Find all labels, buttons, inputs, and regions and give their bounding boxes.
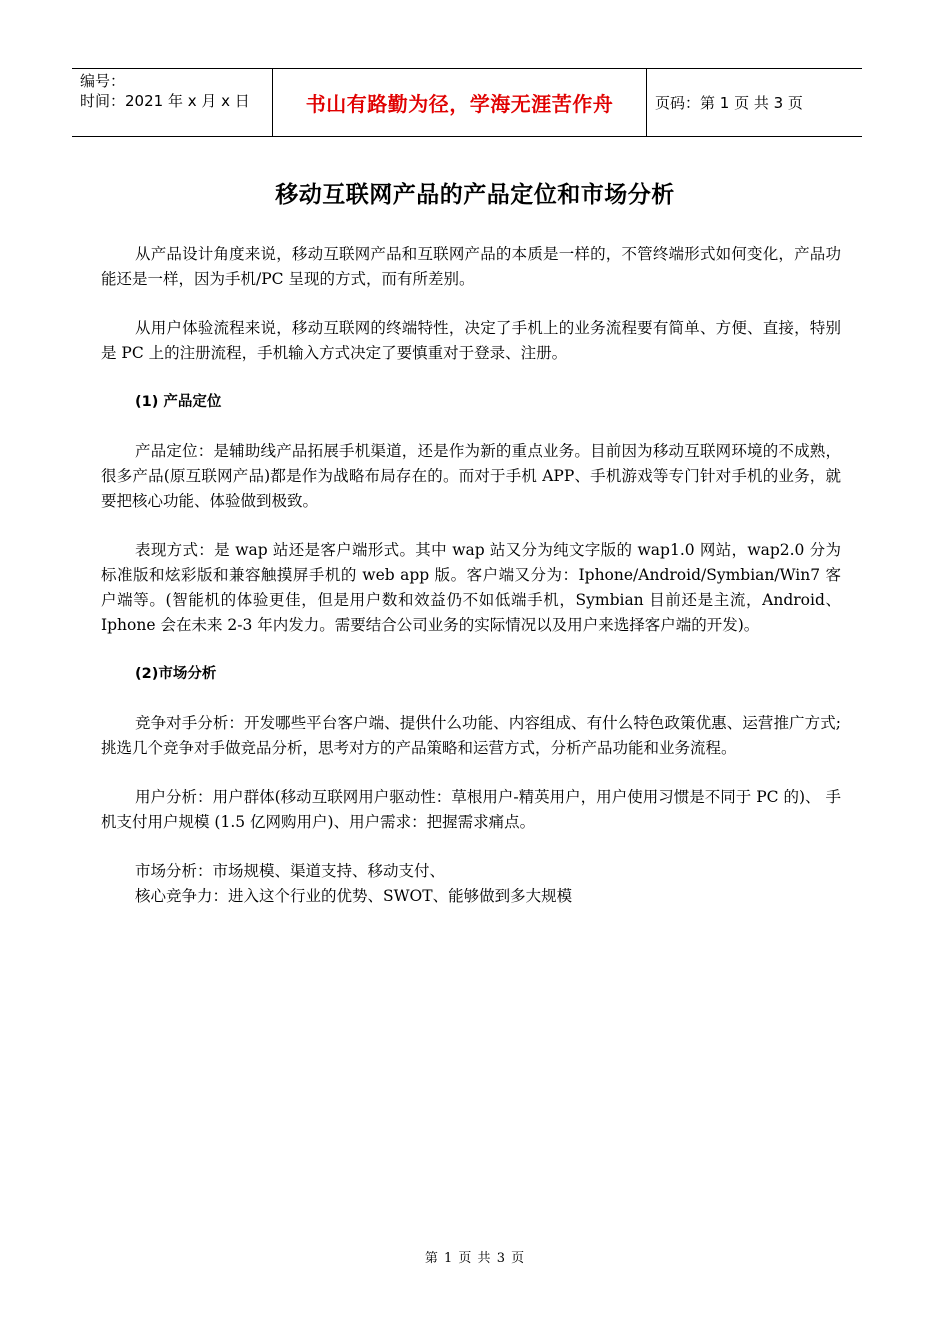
motto-cell	[273, 69, 647, 136]
number-label: 编号：	[80, 72, 126, 90]
page-info-cell	[647, 69, 862, 136]
paragraph-core-competence: 核心竞争力：进入这个行业的优势、SWOT、能够做到多大规模	[135, 887, 573, 905]
header-meta-cell	[72, 69, 273, 136]
paragraph-user-experience: 从用户体验流程来说，移动互联网的终端特性，决定了手机上的业务流程要有简单、方便、直接，特别是 PC 上的注册流程，手机输入方式决定了要慎重对于登录、注册。	[101, 319, 841, 362]
section-heading-positioning: (1) 产品定位	[135, 394, 222, 410]
document-body	[101, 242, 841, 909]
time-label: 时间：2021 年 x 月 x 日	[80, 92, 250, 110]
paragraph-presentation: 表现方式：是 wap 站还是客户端形式。其中 wap 站又分为纯文字版的 wap1.0 网站，wap2.0 分为标准版和炫彩版和兼容触摸屏手机的 web app 版。客户端又分为：Iphone/Android/Symbian/Win7 客户端等。(智能机的体验更佳，但是用户数和效益仍不如低端手机，Symbian 目前还是主流，Android、Iphone 会在未来 2-3 年内发力。需要结合公司业务的实际情况以及用户来选择客户端的开发)。	[101, 541, 841, 634]
document-title: 移动互联网产品的产品定位和市场分析	[275, 182, 675, 208]
section-heading-market: (2)市场分析	[135, 666, 217, 682]
paragraph-market-analysis: 市场分析：市场规模、渠道支持、移动支付、	[135, 862, 446, 880]
motto-text: 书山有路勤为径，学海无涯苦作舟	[305, 92, 614, 116]
page-footer: 第 1 页 共 3 页	[424, 1251, 526, 1266]
paragraph-positioning: 产品定位：是辅助线产品拓展手机渠道，还是作为新的重点业务。目前因为移动互联网环境的不成熟，很多产品(原互联网产品)都是作为战略布局存在的。而对于手机 APP、手机游戏等专门针对手机的业务，就要把核心功能、体验做到极致。	[101, 442, 841, 510]
paragraph-user-analysis: 用户分析：用户群体(移动互联网用户驱动性：草根用户-精英用户，用户使用习惯是不同于 PC 的)、 手机支付用户规模 (1.5 亿网购用户)、用户需求：把握需求痛点。	[101, 788, 841, 831]
page-info-text: 页码：第 1 页 共 3 页	[655, 94, 803, 112]
paragraph-design-angle: 从产品设计角度来说，移动互联网产品和互联网产品的本质是一样的，不管终端形式如何变化，产品功能还是一样，因为手机/PC 呈现的方式，而有所差别。	[101, 245, 841, 288]
paragraph-competitor: 竞争对手分析：开发哪些平台客户端、提供什么功能、内容组成、有什么特色政策优惠、运营推广方式;挑选几个竞争对手做竞品分析，思考对方的产品策略和运营方式，分析产品功能和业务流程。	[101, 714, 841, 757]
header-table	[72, 68, 862, 137]
